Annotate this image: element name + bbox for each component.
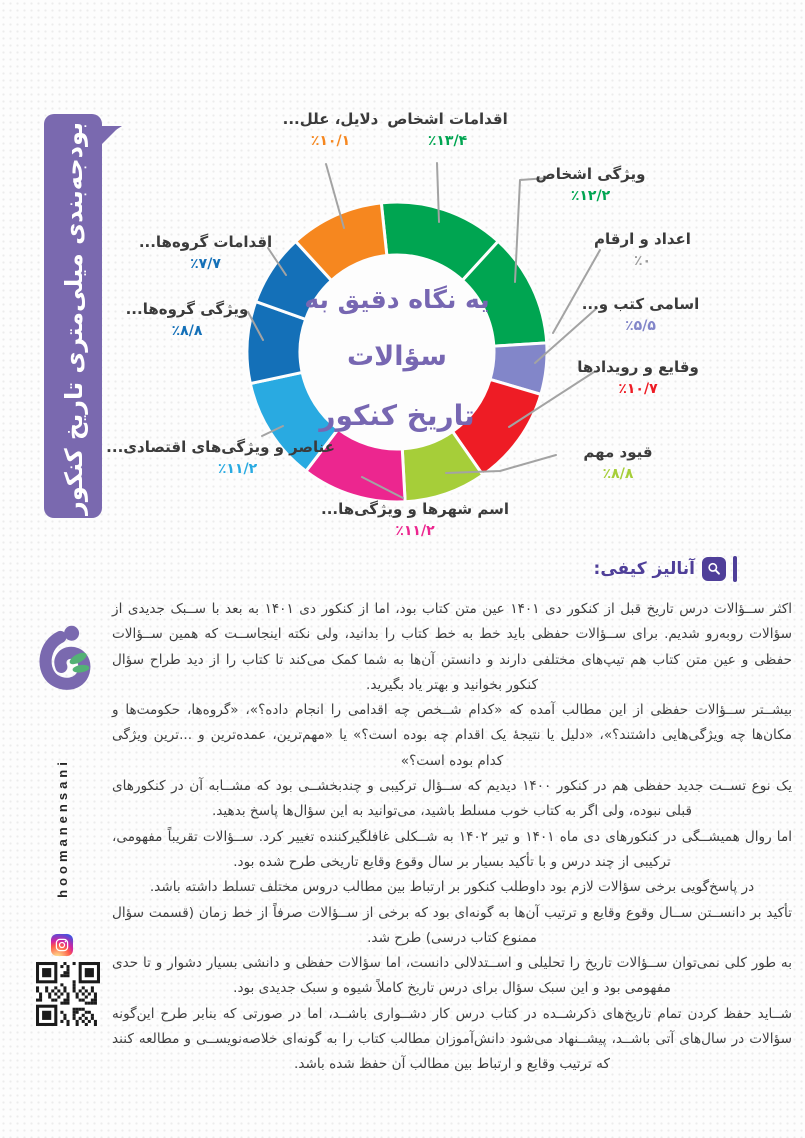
analysis-paragraph: شــاید حفظ کردن تمام تاریخ‌های ذکرشــده در کتاب درس کار دشــواری باشــد، اما در صورتی که بنابر طرح این‌گونه سؤالات در سال‌های آتی باشــد، پیشــنهاد می‌شود دانش‌آموزان مطالب کتاب را به گونه‌ای خلاصه‌نویســی و مطالعه کنند که ترتیب وقایع و ارتباط بین مطالب آن حفظ شده باشد. <box>112 1005 792 1073</box>
slice-title: اعداد و ارقام <box>594 230 691 248</box>
slice-value: ٪۱۳/۴ <box>427 133 468 149</box>
analysis-paragraph: به طور کلی نمی‌توان ســؤالات تاریخ را تحلیلی و اســتدلالی دانست، اما سؤالات حفظی و دانشی بسیار دشوار و تا حدی مفهومی بود و این سبک سؤال برای درس تاریخ کاملاً شیوه و سبک جدیدی بود. <box>112 955 792 997</box>
slice-title: اقدامات اشخاص <box>387 110 508 128</box>
slice-value: ٪۰ <box>633 253 652 269</box>
chart-center-title <box>295 272 499 446</box>
slice-value: ٪۱۰/۱ <box>310 133 351 149</box>
slice-label-numbers-figures <box>580 230 705 269</box>
qr-code <box>36 962 100 1026</box>
slice-value: ٪۵/۵ <box>625 318 656 334</box>
slice-label-events <box>568 358 708 397</box>
instagram-handle: hoomanensani <box>55 758 70 898</box>
heading-accent-bar <box>733 556 737 582</box>
center-title-line: تاریخ کنکور <box>319 399 475 432</box>
slice-label-traits-of-groups <box>122 300 252 339</box>
ribbon-title: بودجه‌بندی میلی‌متری تاریخ کنکور <box>60 122 88 515</box>
analysis-body <box>112 597 792 1078</box>
instagram-icon <box>51 934 73 956</box>
center-title-line: سؤالات <box>347 341 447 372</box>
slice-value: ٪۱۲/۲ <box>570 188 611 204</box>
brand-logo <box>38 622 94 708</box>
slice-title: اسامی کتب و... <box>581 295 700 313</box>
slice-title: ویژگی اشخاص <box>535 165 646 183</box>
slice-title: ویژگی گروه‌ها... <box>125 300 249 318</box>
analysis-paragraph: بیشــتر ســؤالات حفظی از این مطالب آمده که «کدام شــخص چه اقدامی را انجام داده؟»، «گروه‌ها، حکومت‌ها و مکان‌ها چه ویژگی‌هایی داشتند؟»، «دلیل یا نتیجهٔ یک اقدام چه بوده است؟» یا «مهم‌ترین، عمده‌ترین و ...ترین ویژگی کدام بوده است؟» <box>112 702 792 769</box>
analysis-paragraph: در پاسخ‌گویی برخی سؤالات لازم بود داوطلب کنکور بر ارتباط بین مطالب دروس مختلف تسلط داشته باشد. <box>149 879 755 896</box>
slice-title: اقدامات گروه‌ها... <box>138 233 273 251</box>
slice-label-reasons-causes <box>268 110 393 149</box>
slice-label-city-names <box>320 500 510 539</box>
slice-label-traits-of-persons <box>528 165 653 204</box>
slice-value: ٪۸/۸ <box>171 323 203 339</box>
slice-label-important-constraints <box>558 443 678 482</box>
slice-label-actions-of-persons <box>385 110 510 149</box>
slice-value: ٪۱۱/۲ <box>395 523 435 539</box>
slice-title: قیود مهم <box>583 443 653 461</box>
slice-label-actions-of-groups <box>138 233 273 272</box>
slice-title: عناصر و ویژگی‌های اقتصادی... <box>106 438 335 456</box>
slice-label-economic-elements <box>106 438 335 477</box>
slice-value: ٪۱۰/۷ <box>618 381 658 397</box>
analysis-heading-label: آنالیز کیفی: <box>593 559 695 579</box>
slice-title: اسم شهرها و ویژگی‌ها... <box>321 500 509 518</box>
analysis-paragraph: اکثر ســؤالات درس تاریخ قبل از کنکور دی ۱۴۰۱ عین متن کتاب بود، اما از کنکور دی ۱۴۰۱ به بعد با ســبک جدیدی از سؤالات روبه‌رو شدیم. برای ســؤالات حفظی باید خط به خط کتاب را بدانید، ولی نکته اینجاســت که همین ســؤالات حفظی و عین متن کتاب هم تیپ‌های مختلفی دارند و دانستن آن‌ها به شما کمک می‌کند تا کتاب را از دید طراح سؤال کنکور بخوانید و بهتر یاد بگیرید. <box>112 601 792 693</box>
slice-value: ٪۸/۸ <box>602 466 634 482</box>
center-title-line: یه نگاه دقیق به <box>304 285 490 314</box>
analysis-paragraph: اما روال همیشــگی در کنکورهای دی ماه ۱۴۰۱ و تیر ۱۴۰۲ به شــکلی غافلگیرکننده تغییر کرد. ســؤالات تقریباً مفهومی، ترکیبی از چند درس و با تأکید بسیار بر سال وقوع وقایع تاریخی طرح شده بود. <box>112 828 793 870</box>
slice-value: ٪۷/۷ <box>190 256 221 272</box>
slice-label-book-names <box>573 295 708 334</box>
slice-value: ٪۱۱/۲ <box>217 461 258 477</box>
magnifier-icon <box>702 557 726 581</box>
slice-title: وقایع و رویدادها <box>577 358 699 376</box>
analysis-heading <box>594 556 737 582</box>
analysis-paragraph: تأکید بر دانســتن ســال وقوع وقایع و ترتیب آن‌ها به گونه‌ای بود که برخی از ســؤالات صرفاً از خط زمان (قسمت سؤال ممنوع کتاب درسی) طرح شد. <box>112 904 792 946</box>
analysis-paragraph: یک نوع تســت جدید حفظی هم در کنکور ۱۴۰۰ دیدیم که ســؤال ترکیبی و چندبخشــی بود که مشــابه آن در کنکورهای قبلی نبوده، ولی اگر به کتاب خوب مسلط باشید، می‌توانید به این سؤال‌ها پاسخ بدهید. <box>112 778 792 820</box>
slice-title: دلایل، علل... <box>282 110 379 128</box>
